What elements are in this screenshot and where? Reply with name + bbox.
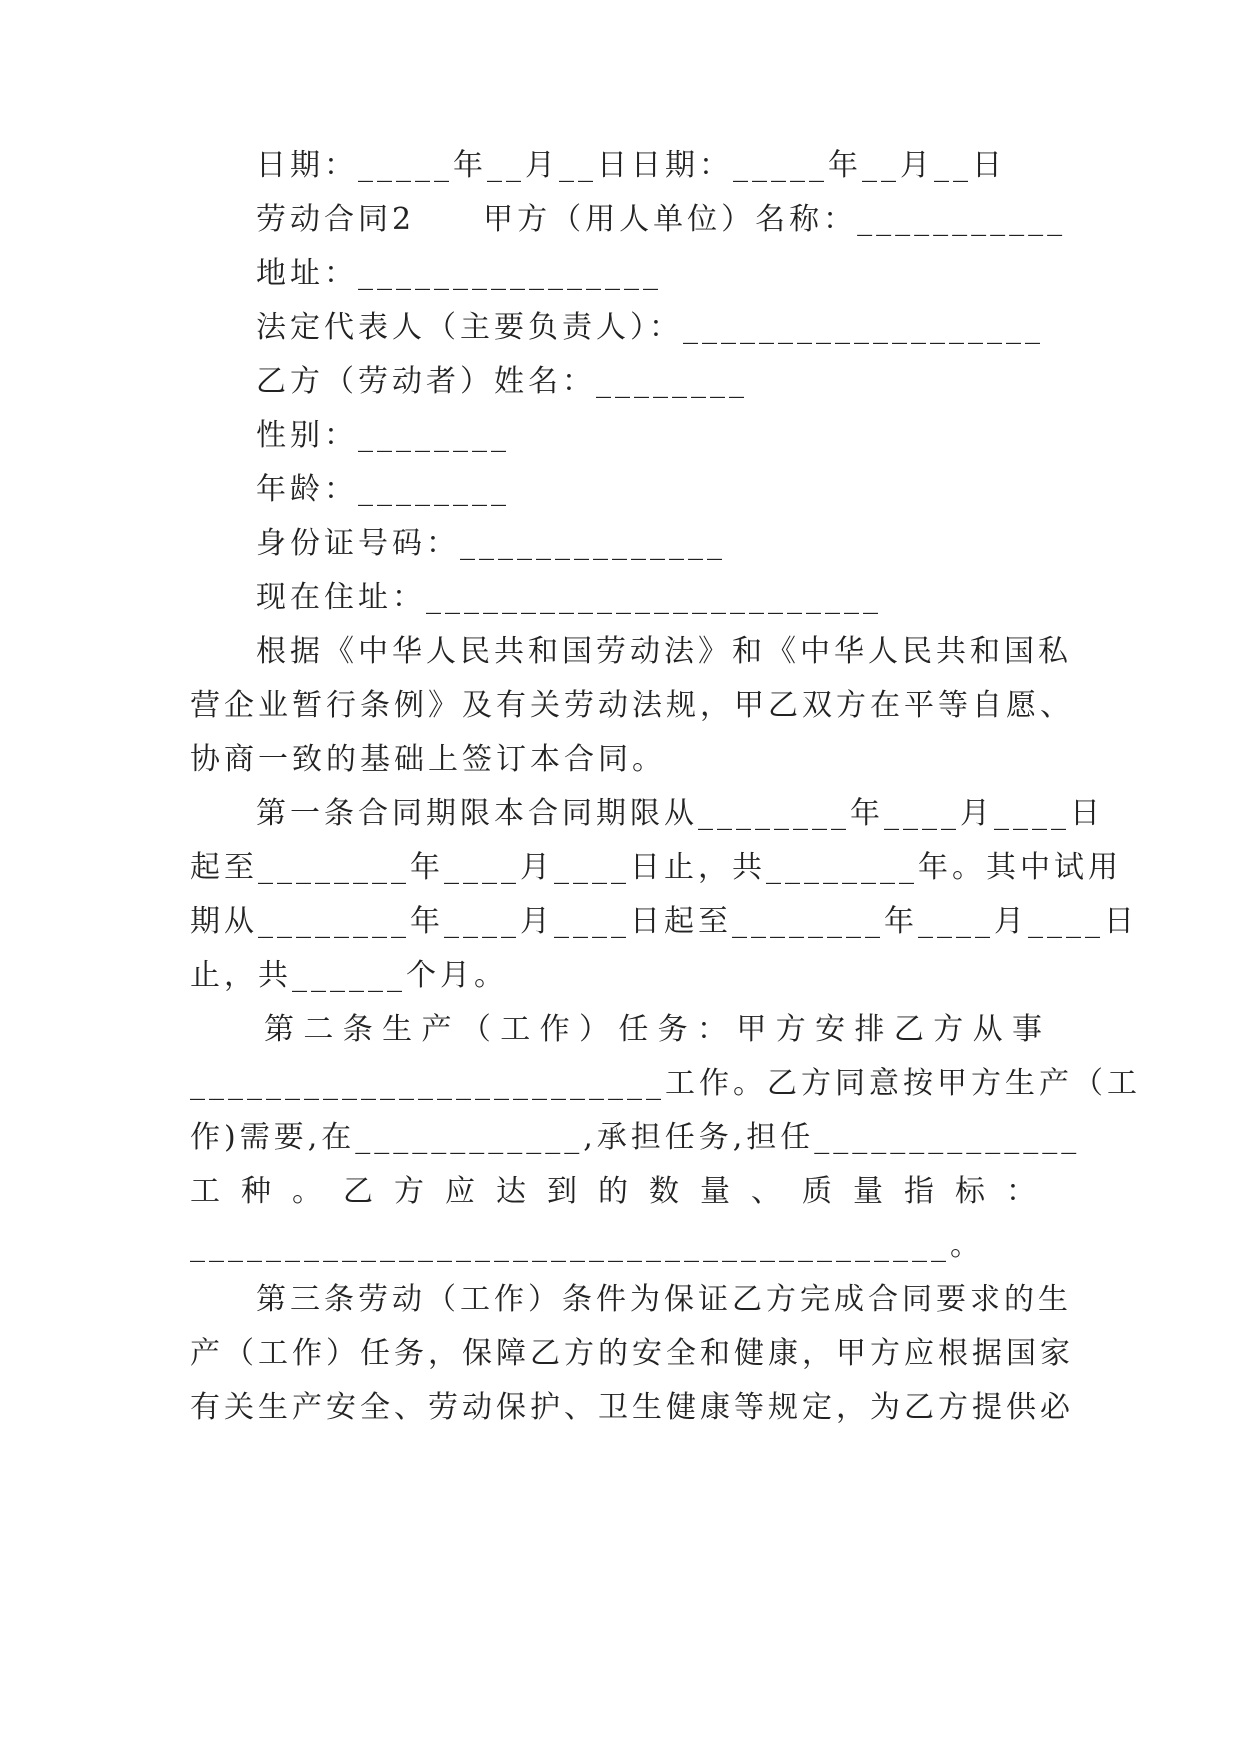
preamble-line-3: 协商一致的基础上签订本合同。: [190, 742, 666, 777]
preamble-line-2: 营企业暂行条例》及有关劳动法规，甲乙双方在平等自愿、: [190, 688, 1074, 723]
age-line: 年龄：________: [256, 472, 510, 507]
contract-title-employer-name: 劳动合同2 甲方（用人单位）名称：___________: [256, 202, 1067, 237]
article-2-line-4: 工种。乙方应达到的数量、质量指标：: [190, 1174, 1040, 1209]
id-number-line: 身份证号码：______________: [256, 526, 726, 561]
article-3-line-2: 产（工作）任务，保障乙方的安全和健康，甲方应根据国家: [190, 1336, 1074, 1371]
article-1-line-1: 第一条合同期限本合同期限从________年____月____日: [256, 796, 1104, 831]
preamble-line-1: 根据《中华人民共和国劳动法》和《中华人民共和国私: [256, 634, 1072, 669]
article-1-line-2: 起至________年____月____日止，共________年。其中试用: [190, 850, 1122, 885]
employee-name-line: 乙方（劳动者）姓名：________: [256, 364, 748, 399]
article-2-line-3: 作)需要,在____________,承担任务,担任______________: [190, 1120, 1081, 1155]
article-1-line-4: 止，共______个月。: [190, 958, 508, 993]
article-1-line-3: 期从________年____月____日起至________年____月____日: [190, 904, 1138, 939]
gender-line: 性别：________: [256, 418, 510, 453]
article-3-line-3: 有关生产安全、劳动保护、卫生健康等规定，为乙方提供必: [190, 1390, 1074, 1425]
legal-representative-line: 法定代表人（主要负责人）：___________________: [256, 310, 1044, 345]
current-address-line: 现在住址：________________________: [256, 580, 882, 615]
date-line: 日期：_____年__月__日日期：_____年__月__日: [256, 148, 1006, 183]
article-3-line-1: 第三条劳动（工作）条件为保证乙方完成合同要求的生: [256, 1282, 1072, 1317]
employer-address-line: 地址：________________: [256, 256, 662, 291]
article-2-line-5: ________________________________________。: [190, 1228, 984, 1263]
article-2-line-2: _________________________工作。乙方同意按甲方生产（工: [190, 1066, 1141, 1101]
article-2-line-1: 第二条生产（工作）任务：甲方安排乙方从事: [264, 1012, 1046, 1047]
